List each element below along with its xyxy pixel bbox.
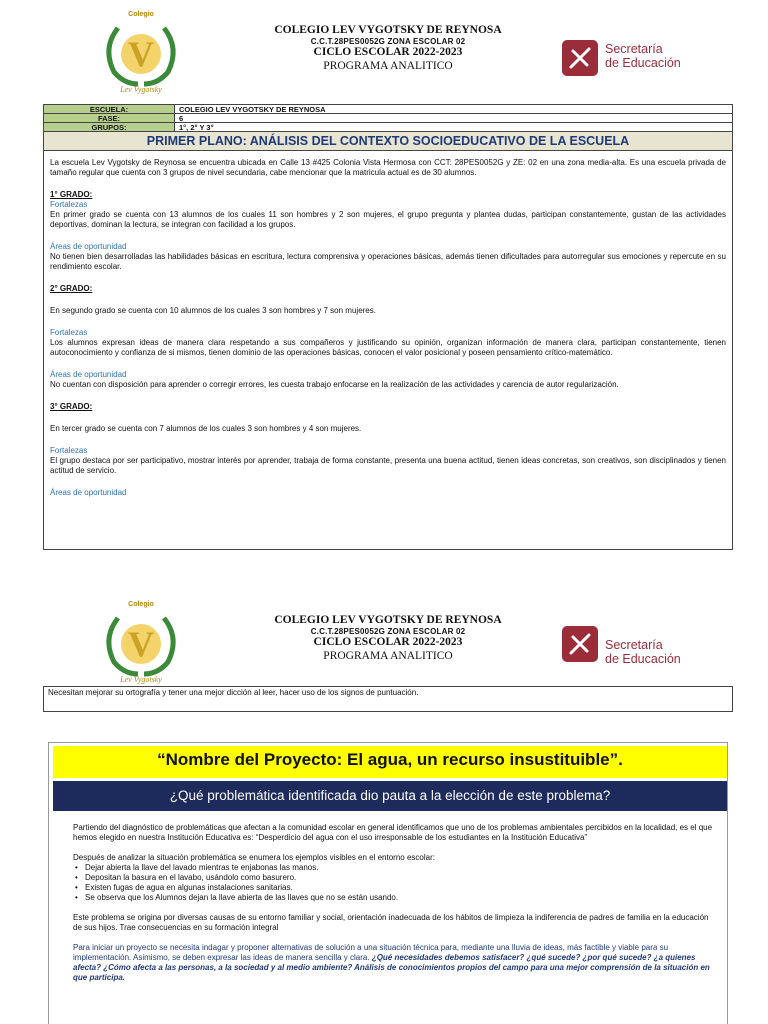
grado1-title: 1° GRADO: (50, 190, 93, 199)
svg-text:Colegio: Colegio (128, 601, 154, 608)
cct-line: C.C.T.28PES0052G ZONA ESCOLAR 02 (310, 627, 466, 637)
school-name: COLEGIO LEV VYGOTSKY DE REYNOSA (274, 614, 502, 626)
grado1-areas: No tienen bien desarrolladas las habilidades básicas en escritura, lectura comprensiva y operaciones básicas, además tienen dificultades para autorregular sus emociones y repercute en su rendimiento escolar. (50, 252, 726, 271)
list-item: • Existen fugas de agua en algunas instalaciones sanitarias. (73, 883, 713, 893)
grado2-fortalezas: Los alumnos expresan ideas de manera clara respetando a sus compañeros y justificando su opinión, organizan información de manera clara, participan constantemente, tienen autoconocimiento y confianza de si mismos, tienen dominio de las operaciones básicas, conocen el valor posicional y poseen pensamiento crítico-matemático. (50, 338, 726, 357)
context-section (43, 104, 733, 550)
info-row-fase: FASE: 6 (44, 114, 732, 123)
grado3-title: 3° GRADO: (50, 402, 93, 411)
grado3-fortalezas: El grupo destaca por ser participativo, mostrar interés por aprender, trabaja de forma constante, presenta una buena actitud, tienen ideas concretas, son creativos, son disciplinados y tienen actitud de servicio. (50, 456, 726, 475)
project-title: “Nombre del Proyecto: El agua, un recurso insustituible”. (53, 746, 727, 778)
svg-text:Colegio: Colegio (128, 11, 154, 18)
project-p1: Partiendo del diagnóstico de problemáticas que afectan a la comunidad escolar en general identificamos que uno de los problemas ambientales percibidos en la localidad, es el que hemos elegido en nuestra Institución Educativa es: “Desperdicio del agua con el uso irresponsable de los estudiantes en la Institución Educativa” (73, 823, 713, 842)
info-row-grupos: GRUPOS: 1°, 2° Y 3° (44, 123, 732, 132)
program: PROGRAMA ANALITICO (323, 649, 453, 662)
intro-paragraph: La escuela Lev Vygotsky de Reynosa se encuentra ubicada en Calle 13 #425 Colonia Vista Hermosa con CCT: 28PES0052G y ZE: 02 en una zona media-alta. Es una escuela privada de tamaño regular que cuenta con 3 grupos de nivel secundaria, cabe mencionar que la matricula actual es de 30 alumnos. (50, 158, 726, 177)
sep-logo-icon (562, 40, 598, 76)
cycle: CICLO ESCOLAR 2022-2023 (313, 636, 463, 649)
project-body (73, 823, 713, 983)
sep-text: Secretaría de Educación (605, 42, 681, 71)
header-text (238, 614, 538, 663)
grado3-fortalezas-label: Fortalezas (50, 446, 88, 455)
svg-text:V: V (128, 34, 154, 74)
grado2-areas: No cuentan con disposición para aprender o corregir errores, les cuesta trabajo enfocarse en la realización de las actividades y carencia de autor regularización. (50, 380, 619, 389)
grado3-areas-continued: Necesitan mejorar su ortografía y tener una mejor dicción al leer, hacer uso de los signos de puntuación. (43, 686, 733, 712)
svg-text:Lev Vygotsky: Lev Vygotsky (120, 85, 162, 94)
grado2-fortalezas-label: Fortalezas (50, 328, 88, 337)
school-logo (96, 4, 186, 96)
grado3-intro: En tercer grado se cuenta con 7 alumnos de los cuales 3 son hombres y 4 son mujeres. (50, 424, 362, 433)
sep-text: Secretaría de Educación (605, 638, 681, 667)
sep-logo-icon (562, 626, 598, 662)
grado3-areas-label: Áreas de oportunidad (50, 488, 127, 497)
svg-text:V: V (128, 624, 154, 664)
school-name: COLEGIO LEV VYGOTSKY DE REYNOSA (274, 24, 502, 36)
svg-text:Lev Vygotsky: Lev Vygotsky (120, 675, 162, 684)
grado2-title: 2° GRADO: (50, 284, 93, 293)
project-question: ¿Qué problemática identificada dio pauta a la elección de este problema? (53, 781, 727, 811)
section-title: PRIMER PLANO: ANÁLISIS DEL CONTEXTO SOCIOEDUCATIVO DE LA ESCUELA (44, 132, 732, 151)
school-logo (96, 594, 186, 686)
context-content (44, 151, 732, 498)
grado1-fortalezas-label: Fortalezas (50, 200, 88, 209)
list-item: • Se observa que los Alumnos dejan la llave abierta de las llaves que no se están usando. (73, 893, 713, 903)
project-p3: Este problema se origina por diversas causas de su entorno familiar y social, orientación inadecuada de los hábitos de limpieza la indiferencia de padres de familia en la educación de sus hijos. Trae consecuencias en su formación integral (73, 913, 709, 932)
grado1-fortalezas: En primer grado se cuenta con 13 alumnos de los cuales 11 son hombres y 2 son mujeres, el grupo pregunta y plantea dudas, participan constantemente, gustan de las actividades deportivas, dominan la lectura, se integran con facilidad a los grupos. (50, 210, 726, 229)
cct-line: C.C.T.28PES0052G ZONA ESCOLAR 02 (310, 37, 466, 47)
project-p4: Para iniciar un proyecto se necesita indagar y proponer alternativas de solución a una situación técnica para, mediante una lluvia de ideas, más factible y viable para su implementación. Asimismo, se deben expresar las ideas de manera sencilla y clara. ¿Qué necesidades debemos satisfacer? ¿qué sucede? ¿por qué sucede? ¿a quienes afecta? ¿Cómo afecta a las personas, a la sociedad y al medio ambiente? Análisis de conocimientos propios del campo para una mejor comprensión de la situación en que participa. (73, 943, 710, 982)
grado2-intro: En segundo grado se cuenta con 10 alumnos de los cuales 3 son hombres y 7 son mujeres. (50, 306, 376, 315)
page-header (0, 4, 768, 96)
grado2-areas-label: Áreas de oportunidad (50, 370, 127, 379)
problem-list (73, 863, 713, 903)
list-item: • Dejar abierta la llave del lavado mientras te enjabonas las manos. (73, 863, 713, 873)
header-text (238, 24, 538, 73)
project-p2-intro: Después de analizar la situación problemática se enumera los ejemplos visibles en el entorno escolar: (73, 853, 435, 862)
info-row-escuela: ESCUELA: COLEGIO LEV VYGOTSKY DE REYNOSA (44, 105, 732, 114)
cycle: CICLO ESCOLAR 2022-2023 (313, 46, 463, 59)
page-header-2 (0, 594, 768, 686)
list-item: • Depositan la basura en el lavabo, usándolo como basurero. (73, 873, 713, 883)
program: PROGRAMA ANALITICO (323, 59, 453, 72)
grado1-areas-label: Áreas de oportunidad (50, 242, 127, 251)
project-section (48, 742, 728, 1024)
